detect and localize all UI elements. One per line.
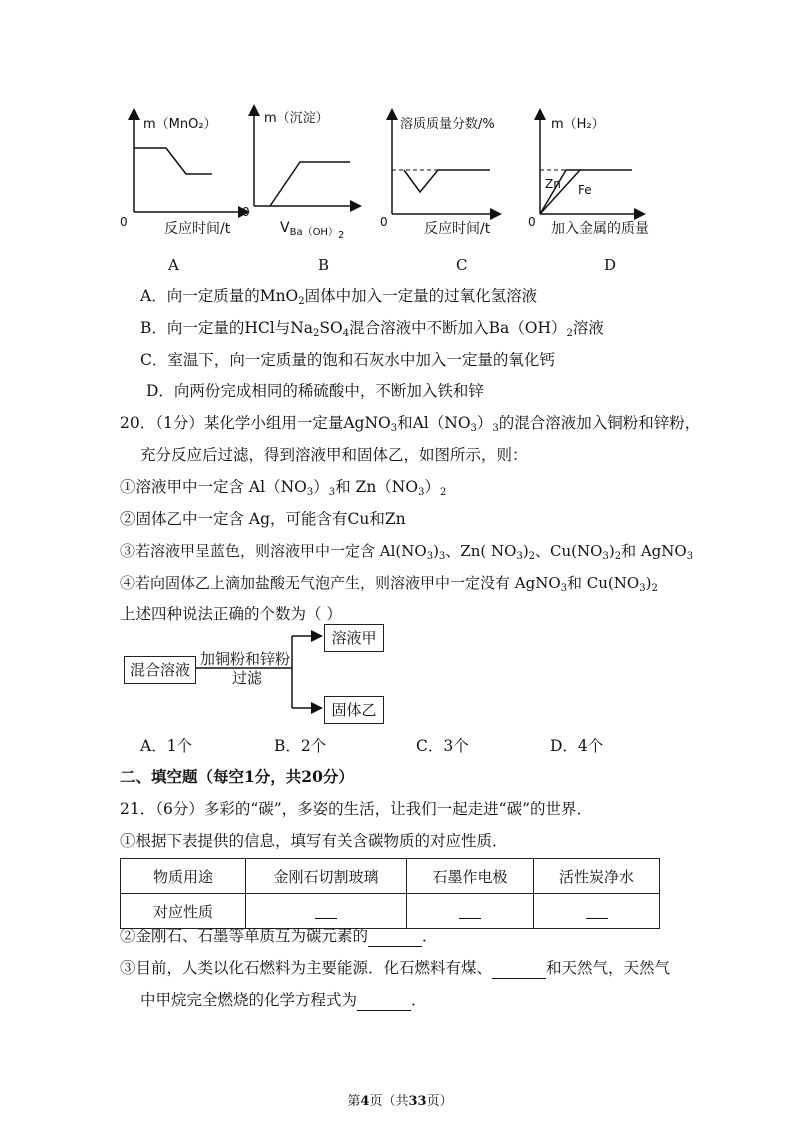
graph-b-origin: 0: [242, 205, 250, 219]
answer-blank-3[interactable]: [534, 894, 660, 929]
graph-d-xlabel: 加入金属的质量: [551, 221, 649, 237]
graphs-row: [0, 100, 800, 280]
graph-a-xlabel: 反应时间/t: [164, 221, 231, 237]
answer-blank-1[interactable]: [246, 894, 407, 929]
answer-blank-6[interactable]: [357, 990, 411, 1011]
q20-question: 上述四种说法正确的个数为（ ）: [120, 605, 342, 623]
q21-statement-3: ③目前，人类以化石燃料为主要能源．化石燃料有煤、 和天然气，天然气: [120, 959, 671, 977]
page-footer: 第4页（共33页）: [347, 1094, 453, 1109]
flow-out2-box: 固体乙: [324, 696, 384, 724]
q20-stem-line1: 20．（1分）某化学小组用一定量AgNO$_3$和$Al(NO_3)_3$的混合溶液加入铜粉和锌粉，: [120, 414, 701, 434]
q19-option-d: D．向两份完成相同的稀硫酸中，不断加入铁和锌: [146, 382, 484, 400]
graph-c-letter: C: [456, 256, 468, 274]
q20-statement-1: ①溶液甲中一定含 $Al(NO_3)_3$和 $Zn(NO_3)_2$: [120, 478, 447, 498]
q20-stem-line2: 充分反应后过滤，得到溶液甲和固体乙，如图所示，则：: [140, 446, 528, 464]
graph-d-ylabel: m（H₂）: [551, 117, 605, 132]
graph-c-xlabel: 反应时间/t: [424, 221, 491, 237]
graph-d-zn: Zn: [545, 177, 561, 191]
graph-b-ylabel: m（沉淀）: [264, 111, 329, 126]
graph-d-fe: Fe: [578, 183, 592, 197]
q21-statement-4: 中甲烷完全燃烧的化学方程式为 ．: [140, 991, 427, 1009]
graph-a-letter: A: [168, 256, 179, 274]
table-cell: 物质用途: [121, 859, 246, 894]
table-cell: 石墨作电极: [407, 859, 534, 894]
graph-b: [242, 110, 356, 274]
graph-c: [380, 114, 496, 274]
table-row: [121, 859, 660, 894]
table-cell: 对应性质: [121, 894, 246, 929]
q21-intro: 21．（6分）多彩的“碳”，多姿的生活，让我们一起走进“碳”的世界．: [120, 800, 593, 818]
q19-option-c: C．室温下，向一定质量的饱和石灰水中加入一定量的氧化钙: [140, 351, 555, 369]
flow-out1-box: 溶液甲: [324, 624, 384, 652]
graph-a: [120, 114, 244, 274]
flow-start-box: 混合溶液: [124, 656, 196, 684]
answer-blank-4[interactable]: [368, 926, 422, 947]
q20-statement-3: ③若溶液甲呈蓝色，则溶液甲中一定含 $Al(NO_3)_3$、Zn( $NO_3)_2$、$Cu(NO_3)_2$和 AgNO$_3$: [120, 542, 694, 562]
graph-d-letter: D: [604, 256, 617, 274]
graph-d-origin: 0: [528, 215, 536, 229]
graph-b-xlabel: $V_{Ba(OH)2}$: [280, 220, 345, 241]
q21-property-table: [120, 858, 660, 929]
graph-d: [528, 114, 649, 274]
table-cell: 活性炭净水: [534, 859, 660, 894]
q20-option-c: C．3个: [416, 737, 469, 755]
table-cell: 金刚石切割玻璃: [246, 859, 407, 894]
flow-arrows: [0, 620, 800, 730]
q20-option-a: A．1个: [140, 737, 193, 755]
answer-blank-2[interactable]: [407, 894, 534, 929]
q19-option-a: A．向一定质量的MnO$_2$固体中加入一定量的过氧化氢溶液: [140, 287, 538, 307]
flow-arrow-bottom-label: 过滤: [232, 669, 263, 687]
table-row: [121, 894, 660, 929]
flow-arrow-top-label: 加铜粉和锌粉: [200, 650, 291, 668]
q20-option-d: D．4个: [550, 737, 604, 755]
section-2-heading: 二、填空题（每空1分，共20分）: [120, 767, 354, 786]
q20-statement-2: ②固体乙中一定含 Ag，可能含有Cu和Zn: [120, 510, 406, 528]
graph-c-ylabel: 溶质质量分数/%: [400, 117, 495, 132]
graph-a-ylabel: m（MnO₂）: [143, 117, 217, 132]
answer-blank-5[interactable]: [492, 958, 546, 979]
graph-c-origin: 0: [380, 215, 388, 229]
graph-b-letter: B: [318, 256, 330, 274]
q21-statement-1: ①根据下表提供的信息，填写有关含碳物质的对应性质．: [120, 832, 508, 850]
q21-statement-2: ②金刚石、石墨等单质互为碳元素的 ．: [120, 927, 438, 945]
graph-a-origin: 0: [120, 215, 128, 229]
q19-option-b: B．向一定量的HCl与$Na_2SO_4$混合溶液中不断加入$Ba(OH)_2$溶液: [140, 319, 604, 339]
q20-statement-4: ④若向固体乙上滴加盐酸无气泡产生，则溶液甲中一定没有 AgNO$_3$和 $Cu(NO_3)_2$: [120, 574, 658, 594]
q20-option-b: B．2个: [274, 737, 327, 755]
